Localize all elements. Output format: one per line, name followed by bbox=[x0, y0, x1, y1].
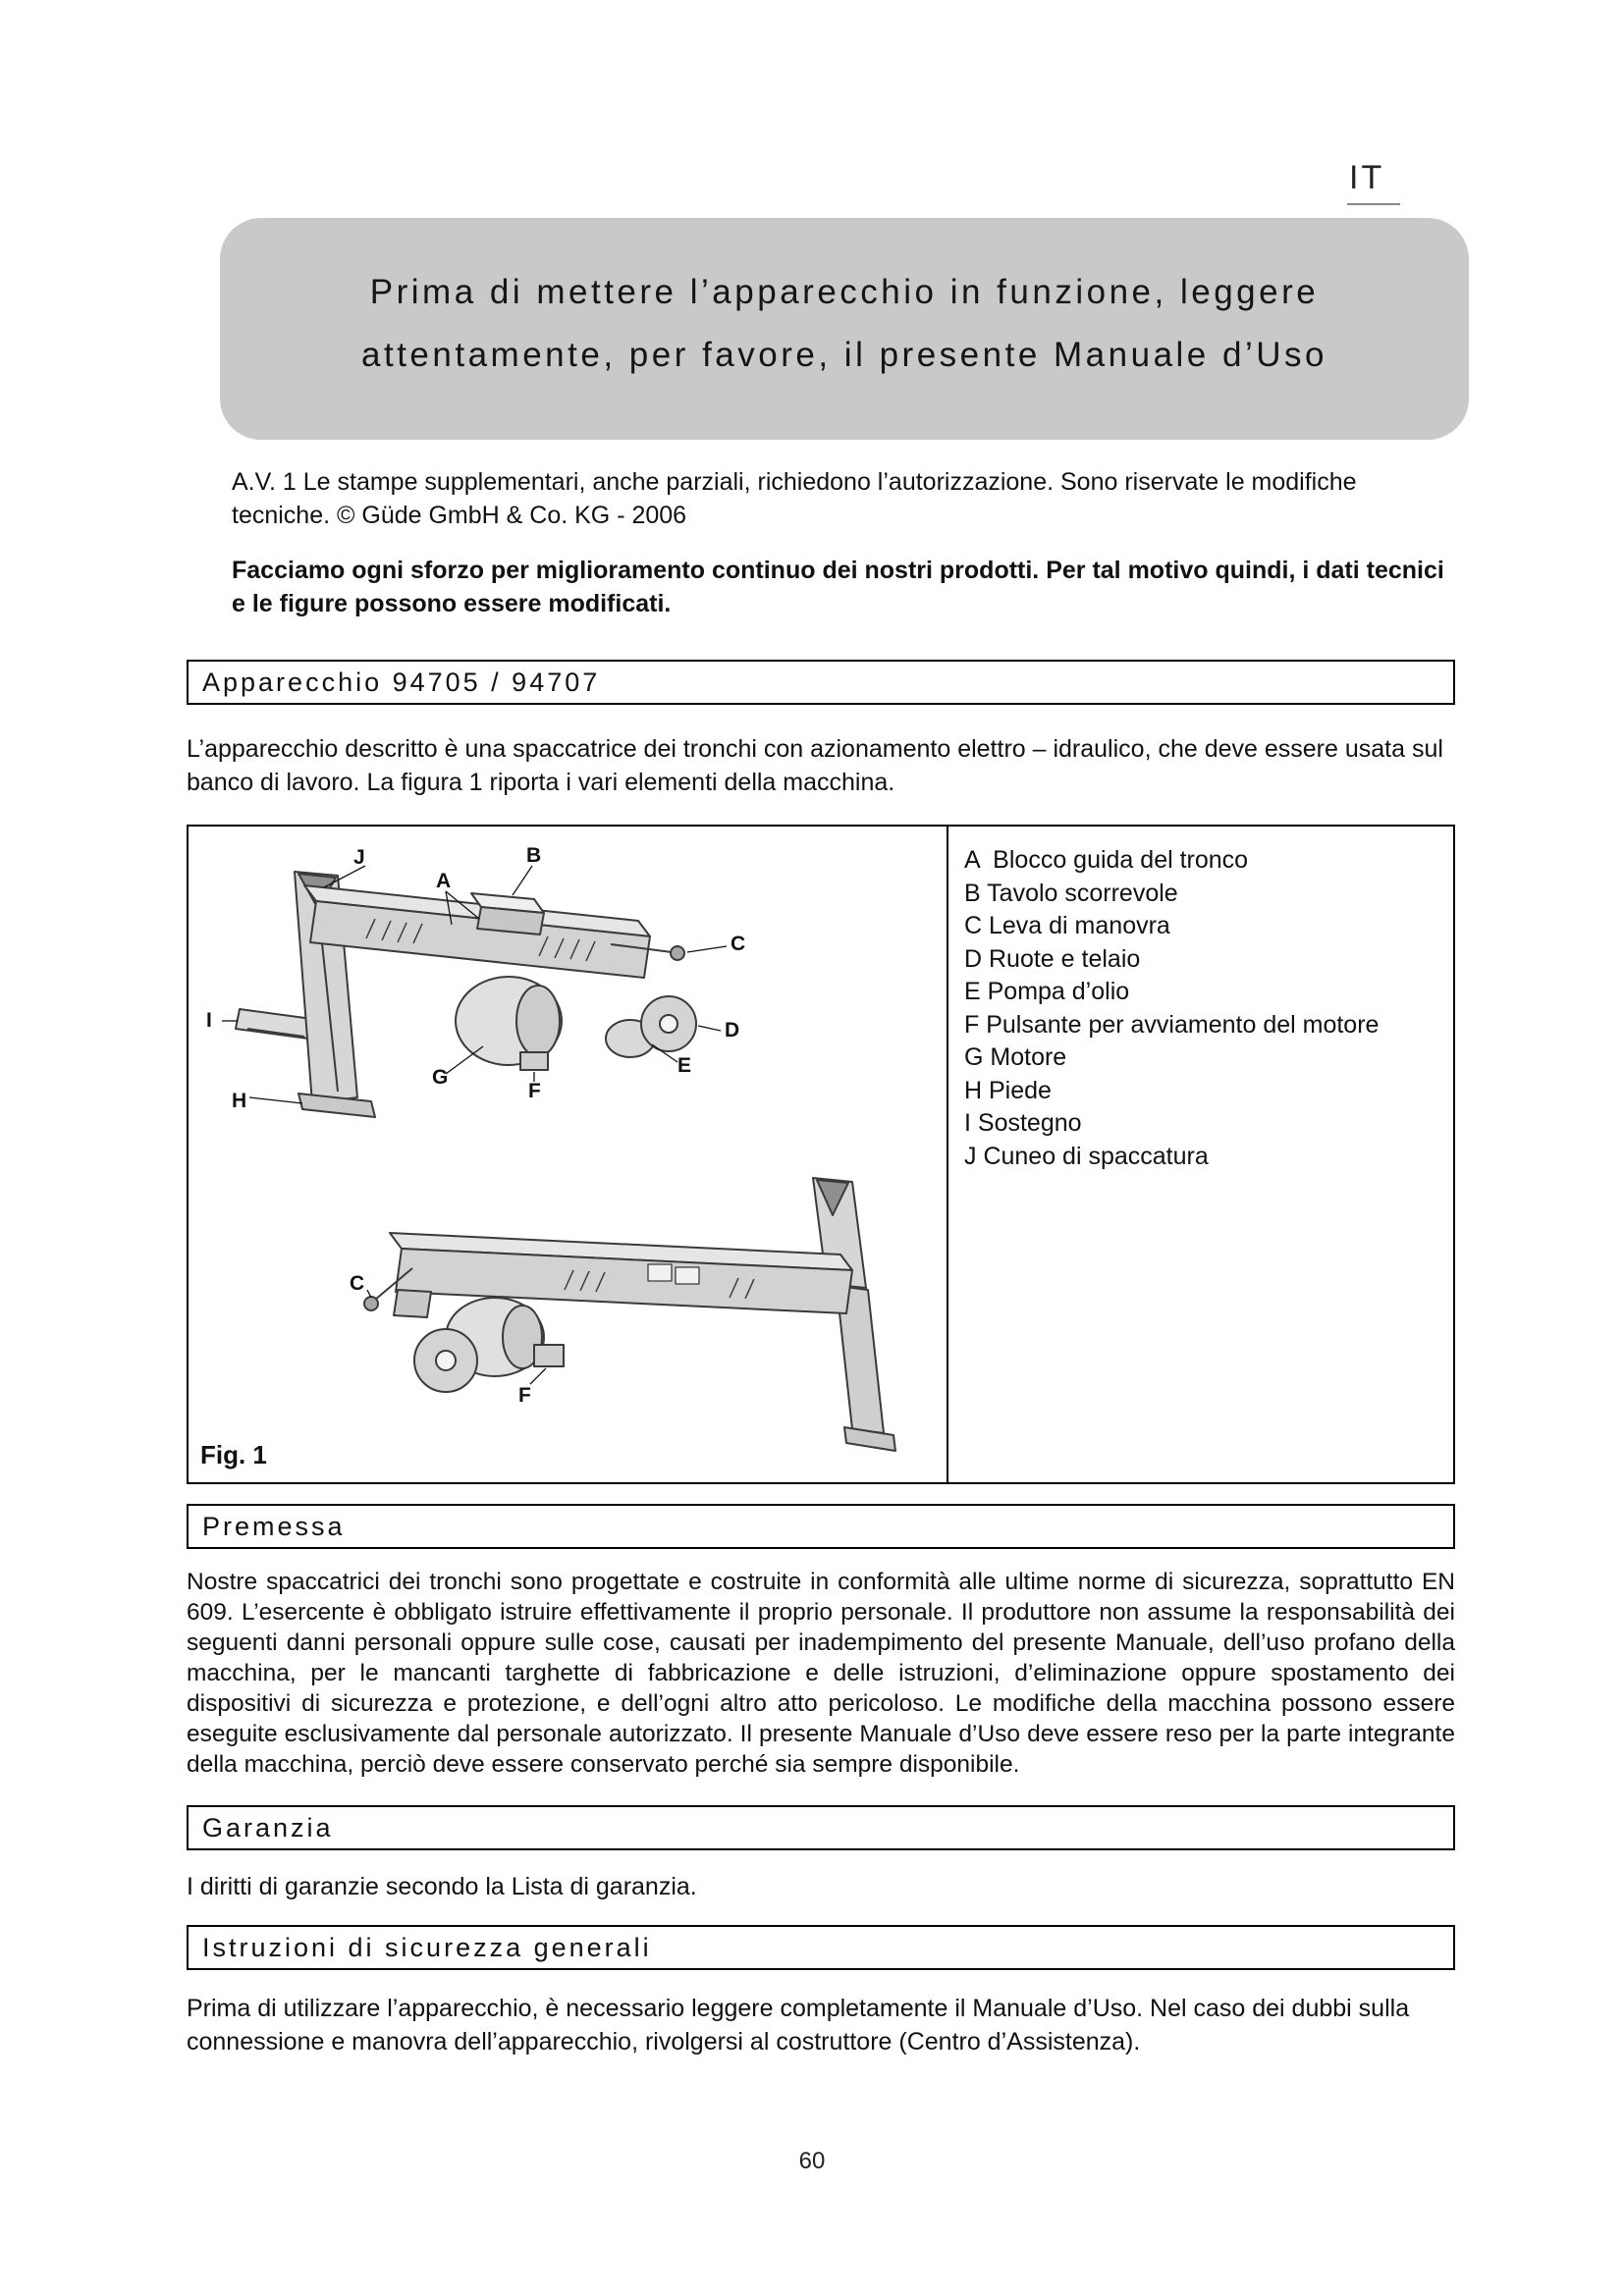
apparecchio-body: L’apparecchio descritto è una spaccatrice dei tronchi con azionamento elettro – idraulico, che deve essere usata sul banco di lavoro. La figura 1 riporta i vari elementi della macchina. bbox=[187, 735, 1443, 796]
notice-box bbox=[220, 218, 1469, 440]
section-header-garanzia: Garanzia bbox=[187, 1805, 1455, 1850]
log-splitter-view-side bbox=[364, 1178, 895, 1451]
legend-item: E Pompa d’olio bbox=[964, 978, 1130, 1005]
imprint-paragraph: A.V. 1 Le stampe supplementari, anche parziali, richiedono l’autorizzazione. Sono riservate le modifiche tecniche. © Güde GmbH & Co. KG - 2006 bbox=[232, 468, 1357, 529]
figure-label-e: E bbox=[677, 1054, 692, 1077]
figure-label-f: F bbox=[528, 1080, 541, 1102]
language-tag: IT bbox=[1347, 159, 1400, 205]
section-header-premessa: Premessa bbox=[187, 1504, 1455, 1549]
legend-item: C Leva di manovra bbox=[964, 912, 1170, 939]
legend-item: H Piede bbox=[964, 1076, 1052, 1104]
figure-illustration-panel bbox=[189, 827, 947, 1482]
notice-line-1: Prima di mettere l’apparecchio in funzione, leggere bbox=[369, 273, 1320, 311]
figure-legend bbox=[947, 827, 1453, 1482]
improvement-note: Facciamo ogni sforzo per miglioramento continuo dei nostri prodotti. Per tal motivo quindi, i dati tecnici e le figure possono essere modificati. bbox=[232, 557, 1444, 617]
figure-label-a: A bbox=[436, 870, 452, 892]
figure-label-d: D bbox=[725, 1019, 740, 1041]
figure-label-c: C bbox=[731, 933, 746, 955]
premessa-body: Nostre spaccatrici dei tronchi sono progettate e costruite in conformità alle ultime norme di sicurezza, soprattutto EN 609. L’esercente è obbligato istruire effettivamente il proprio personale. Il produttore non assume la responsabilità dei seguenti danni personali oppure sulle cose, causati per inadempimento del presente Manuale, dell’uso profano della macchina, per le mancanti targhette di fabbricazione e delle istruzioni, d’eliminazione oppure spostamento dei dispositivi di sicurezza e protezione, e dell’ogni altro atto pericoloso. Le modifiche della macchina possono essere eseguite esclusivamente dal personale autorizzato. Il presente Manuale d’Uso deve essere reso per la parte integrante della macchina, perciò deve essere conservato perché sia sempre disponibile. bbox=[187, 1569, 1455, 1778]
page-content bbox=[187, 0, 1455, 2058]
istruzioni-body: Prima di utilizzare l’apparecchio, è necessario leggere completamente il Manuale d’Uso. Nel caso dei dubbi sulla connessione e manovra dell’apparecchio, rivolgersi al costruttore (Centro d’Assistenza). bbox=[187, 1995, 1410, 2056]
page-number: 60 bbox=[798, 2148, 826, 2174]
log-splitter-illustration bbox=[189, 827, 947, 1482]
garanzia-body: I diritti di garanzie secondo la Lista di garanzia. bbox=[187, 1873, 697, 1900]
figure-label-f2: F bbox=[518, 1384, 531, 1407]
legend-item: G Motore bbox=[964, 1043, 1067, 1071]
legend-item: F Pulsante per avviamento del motore bbox=[964, 1010, 1380, 1039]
figure-label-c2: C bbox=[350, 1272, 365, 1295]
figure-label-j: J bbox=[353, 846, 365, 869]
legend-item: J Cuneo di spaccatura bbox=[964, 1142, 1209, 1170]
section-header-apparecchio: Apparecchio 94705 / 94707 bbox=[187, 660, 1455, 705]
legend-item: I Sostegno bbox=[964, 1109, 1082, 1137]
section-header-istruzioni: Istruzioni di sicurezza generali bbox=[187, 1925, 1455, 1970]
figure-label-g: G bbox=[432, 1066, 449, 1089]
figure-1-box bbox=[187, 825, 1455, 1484]
figure-label-i: I bbox=[206, 1009, 212, 1032]
figure-label-h: H bbox=[232, 1090, 247, 1112]
figure-part-labels-top bbox=[206, 844, 745, 1112]
figure-label-b: B bbox=[526, 844, 542, 867]
figure-caption: Fig. 1 bbox=[200, 1440, 267, 1469]
legend-item: A Blocco guida del tronco bbox=[964, 846, 1249, 874]
legend-item: D Ruote e telaio bbox=[964, 944, 1141, 973]
legend-item: B Tavolo scorrevole bbox=[964, 879, 1178, 907]
notice-line-2: attentamente, per favore, il presente Manuale d’Uso bbox=[361, 336, 1327, 374]
